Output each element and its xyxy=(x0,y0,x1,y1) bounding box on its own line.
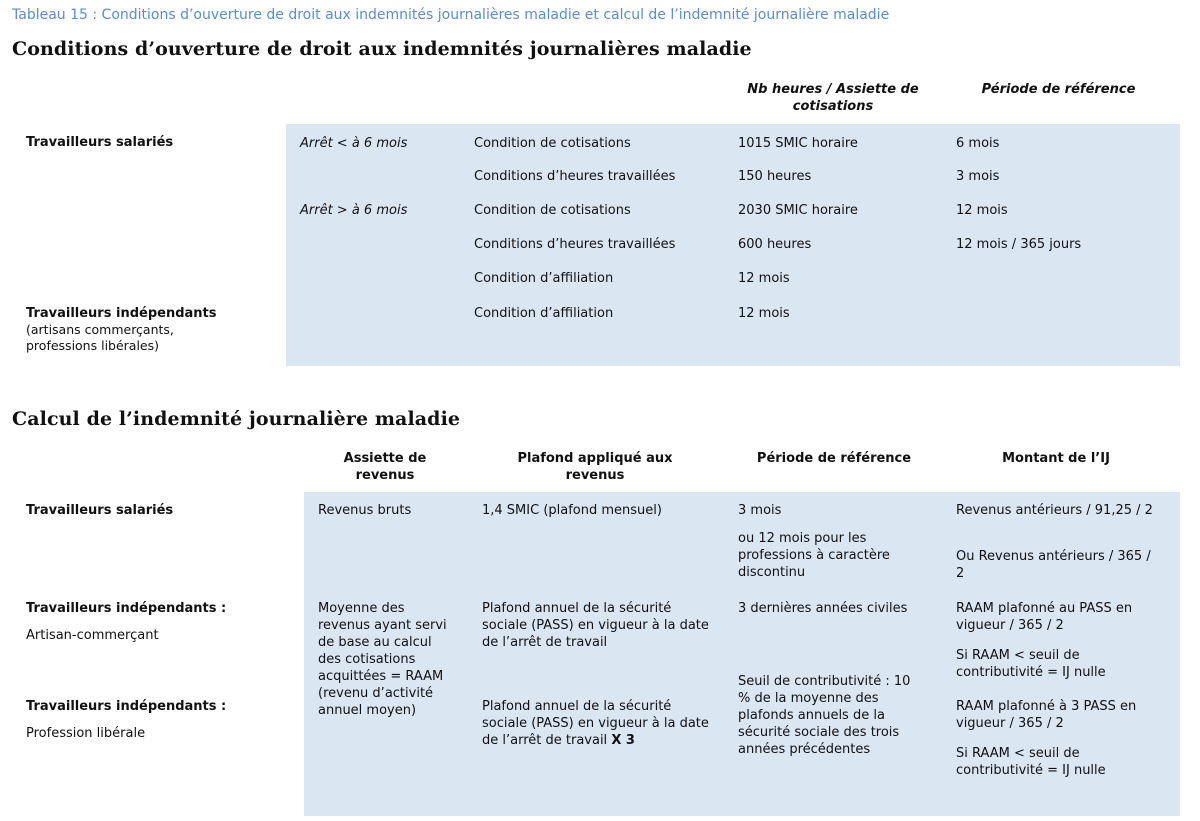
table1-row5-condition: Condition d’affiliation xyxy=(474,271,614,286)
table2-liberal-montant2: Si RAAM < seuil de contributivité = IJ nulle xyxy=(956,746,1106,778)
table2-salaries-montant1: Revenus antérieurs / 91,25 / 2 xyxy=(956,503,1153,518)
table2-header-assiette: Assiette de revenus xyxy=(343,451,427,483)
table2-liberal-sub: Profession libérale xyxy=(26,726,146,741)
table2-liberal-label: Travailleurs indépendants : xyxy=(26,699,227,714)
table2-header-plafond: Plafond appliqué aux revenus xyxy=(517,451,673,483)
table2-salaries-assiette: Revenus bruts xyxy=(318,503,412,518)
table1-arret-lt6: Arrêt < à 6 mois xyxy=(300,136,408,151)
table1-row5-value: 12 mois xyxy=(738,271,790,286)
table2-artisan-plafond: Plafond annuel de la sécurité sociale (PASS) en vigueur à la date de l’arrêt de travail xyxy=(482,601,709,650)
table1-row3-condition: Condition de cotisations xyxy=(474,203,631,218)
table1-row3-periode: 12 mois xyxy=(956,203,1008,218)
table2-salaries-montant2: Ou Revenus antérieurs / 365 / 2 xyxy=(956,549,1151,581)
table1-independants-label: Travailleurs indépendants xyxy=(26,306,217,321)
table-caption: Tableau 15 : Conditions d’ouverture de droit aux indemnités journalières maladie et calcul de l’indemnité journalière maladie xyxy=(12,7,890,23)
table2-header-periode: Période de référence xyxy=(756,451,912,466)
table2-liberal-plafond-block xyxy=(482,698,714,749)
table1-row1-condition: Condition de cotisations xyxy=(474,136,631,151)
table2-title: Calcul de l’indemnité journalière maladie xyxy=(12,408,461,430)
table1-row6-value: 12 mois xyxy=(738,306,790,321)
table2-artisan-montant2: Si RAAM < seuil de contributivité = IJ nulle xyxy=(956,648,1106,680)
table2-salaries-plafond: 1,4 SMIC (plafond mensuel) xyxy=(482,503,662,518)
table1-header-nb-heures: Nb heures / Assiette de cotisations xyxy=(747,82,919,114)
table1-row4-value: 600 heures xyxy=(738,237,812,252)
table1-row4-condition: Conditions d’heures travaillées xyxy=(474,237,676,252)
table1-row3-value: 2030 SMIC horaire xyxy=(738,203,858,218)
table2-liberal-periode: Seuil de contributivité : 10 % de la moyenne des plafonds annuels de la sécurité sociale des trois années précédentes xyxy=(738,674,911,757)
table2-salaries-periode1: 3 mois xyxy=(738,503,782,518)
table1-row2-value: 150 heures xyxy=(738,169,812,184)
table2-artisan-periode: 3 dernières années civiles xyxy=(738,601,908,616)
table1-independants-sub: (artisans commerçants, professions libérales) xyxy=(26,322,174,353)
table2-header-montant: Montant de l’IJ xyxy=(1002,451,1110,466)
table2-salaries-periode2: ou 12 mois pour les professions à caractère discontinu xyxy=(738,531,890,580)
table2-artisan-label: Travailleurs indépendants : xyxy=(26,601,227,616)
table2-artisan-sub: Artisan-commerçant xyxy=(26,628,159,643)
table2-liberal-plafond-mult: X 3 xyxy=(611,733,635,748)
table1-row1-value: 1015 SMIC horaire xyxy=(738,136,858,151)
table2-liberal-montant1: RAAM plafonné à 3 PASS en vigueur / 365 / 2 xyxy=(956,699,1137,731)
table2-salaries-label: Travailleurs salariés xyxy=(26,503,174,518)
table2-artisan-montant1: RAAM plafonné au PASS en vigueur / 365 / 2 xyxy=(956,601,1133,633)
table1-header-periode: Période de référence xyxy=(981,82,1136,97)
table1-row2-periode: 3 mois xyxy=(956,169,1000,184)
table1-row6-condition: Condition d’affiliation xyxy=(474,306,614,321)
table1-arret-gt6: Arrêt > à 6 mois xyxy=(300,203,408,218)
table1-title: Conditions d’ouverture de droit aux indemnités journalières maladie xyxy=(12,38,752,60)
table2-artisan-assiette: Moyenne des revenus ayant servi de base au calcul des cotisations acquittées = RAAM (revenu d’activité annuel moyen) xyxy=(318,601,447,718)
table1-salaries-label: Travailleurs salariés xyxy=(26,135,174,150)
table1-row1-periode: 6 mois xyxy=(956,136,1000,151)
table2-liberal-plafond: Plafond annuel de la sécurité sociale (PASS) en vigueur à la date de l’arrêt de travail xyxy=(482,699,709,748)
table1-row4-periode: 12 mois / 365 jours xyxy=(956,237,1082,252)
table1-row2-condition: Conditions d’heures travaillées xyxy=(474,169,676,184)
